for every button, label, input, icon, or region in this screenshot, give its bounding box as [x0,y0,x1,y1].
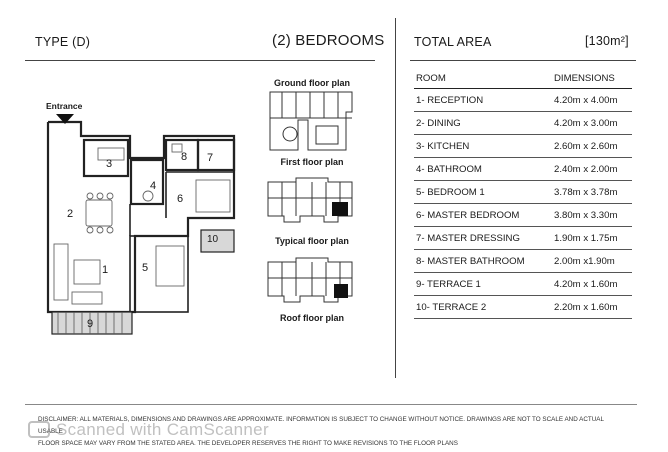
total-area-label: TOTAL AREA [414,35,492,49]
header-divider-left [25,60,375,61]
room-name: 7- MASTER DRESSING [416,233,520,244]
table-row [414,158,632,181]
room-name: 4- BATHROOM [416,164,482,175]
table-row [414,273,632,296]
scanner-watermark: Scanned with CamScanner [56,420,269,439]
bedrooms-heading: (2) BEDROOMS [272,32,385,49]
entrance-label: Entrance [46,101,83,111]
room-label-1: 1 [102,264,109,276]
room-label-3: 3 [106,158,113,170]
floor-plan-drawing [38,100,248,340]
camscanner-logo-icon [28,421,50,438]
room-name: 5- BEDROOM 1 [416,187,485,198]
room-dimensions: 2.20m x 1.60m [554,302,618,313]
ground-floor-caption: Ground floor plan [274,78,350,88]
unit-type-label: TYPE (D) [35,35,91,49]
room-name: 8- MASTER BATHROOM [416,256,525,267]
room-dimensions: 3.80m x 3.30m [554,210,618,221]
room-label-7: 7 [207,152,214,164]
room-name: 3- KITCHEN [416,141,470,152]
table-row [414,227,632,250]
table-row [414,204,632,227]
roof-floor-caption: Roof floor plan [280,313,344,323]
column-divider [395,18,396,378]
table-header [414,70,632,89]
table-row [414,89,632,112]
room-label-4: 4 [150,180,157,192]
dimensions-table [414,70,632,319]
first-floor-caption: First floor plan [280,157,344,167]
disclaimer-line-1: DISCLAIMER: ALL MATERIALS, DIMENSIONS AND DRAWINGS ARE APPROXIMATE. INFORMATION IS SUBJECT TO CHANGE WITHOUT NOTICE. DRAWINGS ARE NOT TO SCALE AND ACTUAL USABLE [38,416,604,435]
table-row [414,296,632,319]
room-label-10: 10 [207,234,219,245]
typical-floor-keyplan [266,256,356,304]
room-name: 6- MASTER BEDROOM [416,210,520,221]
typical-floor-caption: Typical floor plan [275,236,349,246]
room-label-2: 2 [67,208,74,220]
room-dimensions: 3.78m x 3.78m [554,187,618,198]
room-name: 2- DINING [416,118,461,129]
footer-divider [25,404,637,405]
room-dimensions: 4.20m x 3.00m [554,118,618,129]
room-name: 1- RECEPTION [416,95,484,106]
table-row [414,112,632,135]
room-dimensions: 4.20m x 1.60m [554,279,618,290]
room-dimensions: 4.20m x 4.00m [554,95,618,106]
room-dimensions: 2.00m x1.90m [554,256,615,267]
col-header-room: ROOM [416,73,446,84]
room-label-5: 5 [142,262,149,274]
table-row [414,181,632,204]
table-row [414,135,632,158]
header-divider-right [410,60,636,61]
total-area-value: [130m²] [585,34,629,48]
room-label-9: 9 [87,318,94,330]
first-floor-keyplan [266,176,356,224]
room-dimensions: 2.60m x 2.60m [554,141,618,152]
col-header-dimensions: DIMENSIONS [554,73,615,84]
room-dimensions: 1.90m x 1.75m [554,233,618,244]
room-dimensions: 2.40m x 2.00m [554,164,618,175]
room-label-8: 8 [181,151,188,163]
room-name: 10- TERRACE 2 [416,302,487,313]
table-row [414,250,632,273]
room-label-6: 6 [177,193,184,205]
disclaimer-line-2: FLOOR SPACE MAY VARY FROM THE STATED AREA. THE DEVELOPER RESERVES THE RIGHT TO MAKE REVISIONS TO THE FLOOR PLANS [38,440,458,447]
room-name: 9- TERRACE 1 [416,279,481,290]
ground-floor-keyplan [268,90,356,152]
